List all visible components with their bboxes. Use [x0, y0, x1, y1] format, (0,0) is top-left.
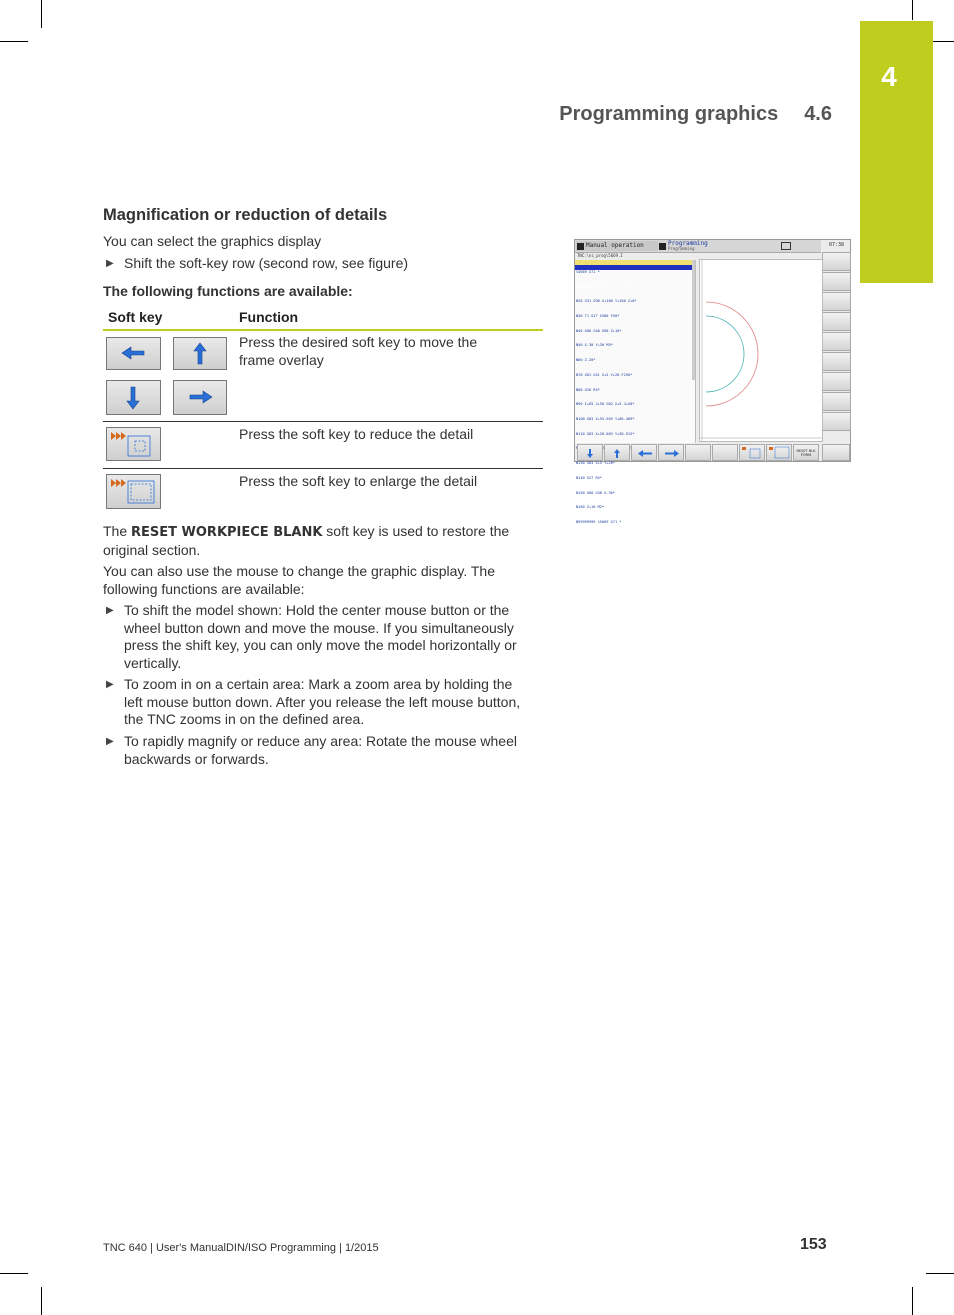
bottom-softkey-empty[interactable]	[685, 444, 711, 461]
arrow-left-icon	[107, 338, 160, 369]
step-text: Shift the soft-key row (second row, see figure)	[124, 255, 409, 271]
crop-mark	[912, 1287, 913, 1315]
bottom-softkey-up[interactable]	[604, 444, 630, 461]
chapter-tab	[860, 21, 933, 283]
crop-mark	[912, 0, 913, 20]
bottom-softkey-right[interactable]	[658, 444, 684, 461]
row-divider	[103, 421, 543, 422]
page-heading: Magnification or reduction of details	[103, 206, 388, 224]
tab-programming[interactable]	[659, 241, 729, 251]
bottom-softkey-enlarge[interactable]	[766, 444, 792, 461]
right-softkey[interactable]	[822, 252, 851, 271]
code-line: N70 G01 G41 X+5 Y+20 F250*	[576, 372, 633, 377]
row-function-text: Press the desired soft key to move the frame overlay	[239, 334, 478, 368]
right-softkey[interactable]	[822, 332, 851, 351]
screenshot-topbar	[575, 240, 821, 253]
right-softkey[interactable]	[822, 352, 851, 371]
mouse-bullet-text: To zoom in on a certain area: Mark a zoom area by holding the left mouse button down. After you release the left mouse button, the TNC zooms in on the defined area.	[124, 676, 521, 727]
col-function: Function	[239, 309, 299, 325]
program-pane	[575, 260, 696, 525]
reset-paragraph	[103, 523, 523, 559]
triangle-bullet-icon: ▶	[106, 679, 114, 690]
arrow-down-icon	[584, 449, 596, 458]
section-title: Programming graphics	[559, 103, 779, 125]
manual-mode-icon	[577, 243, 584, 250]
mouse-bullet	[103, 602, 542, 672]
enlarge-detail-icon	[767, 445, 791, 460]
bottom-softkey-empty[interactable]	[712, 444, 738, 461]
crop-mark	[926, 1273, 954, 1274]
enlarge-detail-softkey[interactable]	[106, 474, 161, 509]
code-line: N30 T1 G17 S500 F50*	[576, 313, 620, 318]
arrow-left-softkey[interactable]	[106, 337, 161, 370]
tab-programming-sub: Programming	[668, 246, 695, 251]
mouse-intro: You can also use the mouse to change the graphic display. The following functions are available:	[103, 563, 496, 597]
screen-icon	[781, 242, 791, 250]
col-softkey: Soft key	[108, 309, 163, 325]
arrow-right-icon	[174, 381, 226, 414]
triangle-bullet-icon: ▶	[106, 258, 114, 269]
code-line: N150 G00 G40 X-30*	[576, 490, 615, 495]
reduce-detail-softkey[interactable]	[106, 427, 161, 461]
reduce-detail-icon	[107, 428, 160, 460]
programming-mode-icon	[659, 243, 666, 250]
bottom-softkey-reduce[interactable]	[739, 444, 765, 461]
right-softkey[interactable]	[822, 292, 851, 311]
code-line: N20 G31 G90 X+100 Y+100 Z+0*	[576, 299, 637, 304]
code-line: N160 Z+10 M2*	[576, 505, 605, 510]
tab-manual-operation[interactable]	[576, 241, 658, 251]
contour-graphic	[700, 260, 822, 441]
row-function-text: Press the soft key to reduce the detail	[239, 426, 474, 442]
arrow-up-icon	[611, 449, 623, 458]
right-softkey[interactable]	[822, 272, 851, 291]
bottom-softkey-empty[interactable]	[822, 444, 850, 461]
code-line: N80 G26 R5*	[576, 387, 600, 392]
arrow-left-icon	[638, 449, 652, 458]
footer-text: TNC 640 | User's ManualDIN/ISO Programming | 1/2015	[103, 1242, 379, 1254]
arrow-down-softkey[interactable]	[106, 380, 161, 415]
tab-manual-label: Manual operation	[586, 242, 644, 249]
code-line: N60 Z-20*	[576, 358, 596, 363]
code-line: N50 X-30 Y+30 M3*	[576, 343, 613, 348]
functions-label: The following functions are available:	[103, 283, 353, 299]
clock-time: 07:38	[828, 242, 845, 248]
mouse-bullet-text: To shift the model shown: Hold the center mouse button or the wheel button down and move the mouse. If you simultaneously press the shift key, you can only move the model horizontally or vertically.	[124, 602, 517, 671]
code-line: N130 G03 X+5 Y+20*	[576, 461, 615, 466]
reset-pre: The	[103, 523, 132, 539]
mouse-bullet	[103, 676, 529, 729]
chapter-number: 4	[881, 61, 897, 92]
right-softkey[interactable]	[822, 392, 851, 411]
triangle-bullet-icon: ▶	[106, 605, 114, 616]
code-line: N10 G30 G17 X+0 Y+0 Z-40*	[576, 284, 631, 289]
code-line: N140 G27 R5*	[576, 475, 602, 480]
code-line: N90 I+65 J+50 G02 X+5 J+50*	[576, 402, 635, 407]
right-softkey[interactable]	[822, 372, 851, 391]
code-line: N100 G03 X+55.565 Y+66.409*	[576, 417, 635, 421]
arrow-down-icon	[107, 381, 160, 414]
right-softkey[interactable]	[822, 412, 851, 431]
code-line: N99999999 %5669 G71 *	[576, 520, 622, 525]
mouse-bullet-text: To rapidly magnify or reduce any area: Rotate the mouse wheel backwards or forwards.	[124, 733, 517, 767]
code-listing	[576, 260, 694, 535]
tnc-screenshot	[574, 239, 851, 525]
arrow-up-icon	[174, 338, 226, 369]
section-header	[559, 103, 832, 126]
table-header	[103, 307, 543, 331]
triangle-bullet-icon: ▶	[106, 736, 114, 747]
tab-programming-label: Programming	[668, 240, 708, 247]
bottom-softkey-left[interactable]	[631, 444, 657, 461]
step-item	[103, 255, 544, 273]
crop-mark	[41, 1287, 42, 1315]
code-line: N110 G03 X+28.003 Y+30.915*	[576, 431, 635, 436]
program-path: TNC:\nc_prog\5669.I	[577, 253, 623, 258]
arrow-right-softkey[interactable]	[173, 380, 227, 415]
code-line: N40 G00 G40 G90 Z+10*	[576, 328, 622, 333]
bottom-softkey-down[interactable]	[577, 444, 603, 461]
arrow-right-icon	[665, 449, 679, 458]
reset-softkey-name: RESET WORKPIECE BLANK	[131, 525, 323, 540]
enlarge-detail-icon	[107, 475, 160, 508]
intro-text: You can select the graphics display	[103, 233, 322, 249]
crop-mark	[41, 0, 42, 28]
arrow-up-softkey[interactable]	[173, 337, 227, 370]
code-line: %5669 G71 *	[576, 269, 600, 274]
crop-mark	[0, 41, 28, 42]
graphics-pane[interactable]	[699, 259, 823, 442]
reduce-detail-icon	[740, 445, 764, 460]
section-number: 4.6	[804, 103, 832, 125]
reset-post: soft key is used to restore the original section.	[103, 523, 510, 558]
row-divider	[103, 468, 543, 469]
crop-mark	[0, 1273, 28, 1274]
page-number: 153	[800, 1236, 827, 1253]
row-function-text: Press the soft key to enlarge the detail	[239, 473, 478, 489]
right-softkey[interactable]	[822, 312, 851, 331]
reset-blk-form-softkey[interactable]: RESET BLK FORM	[793, 444, 819, 461]
mouse-bullet	[103, 733, 542, 768]
